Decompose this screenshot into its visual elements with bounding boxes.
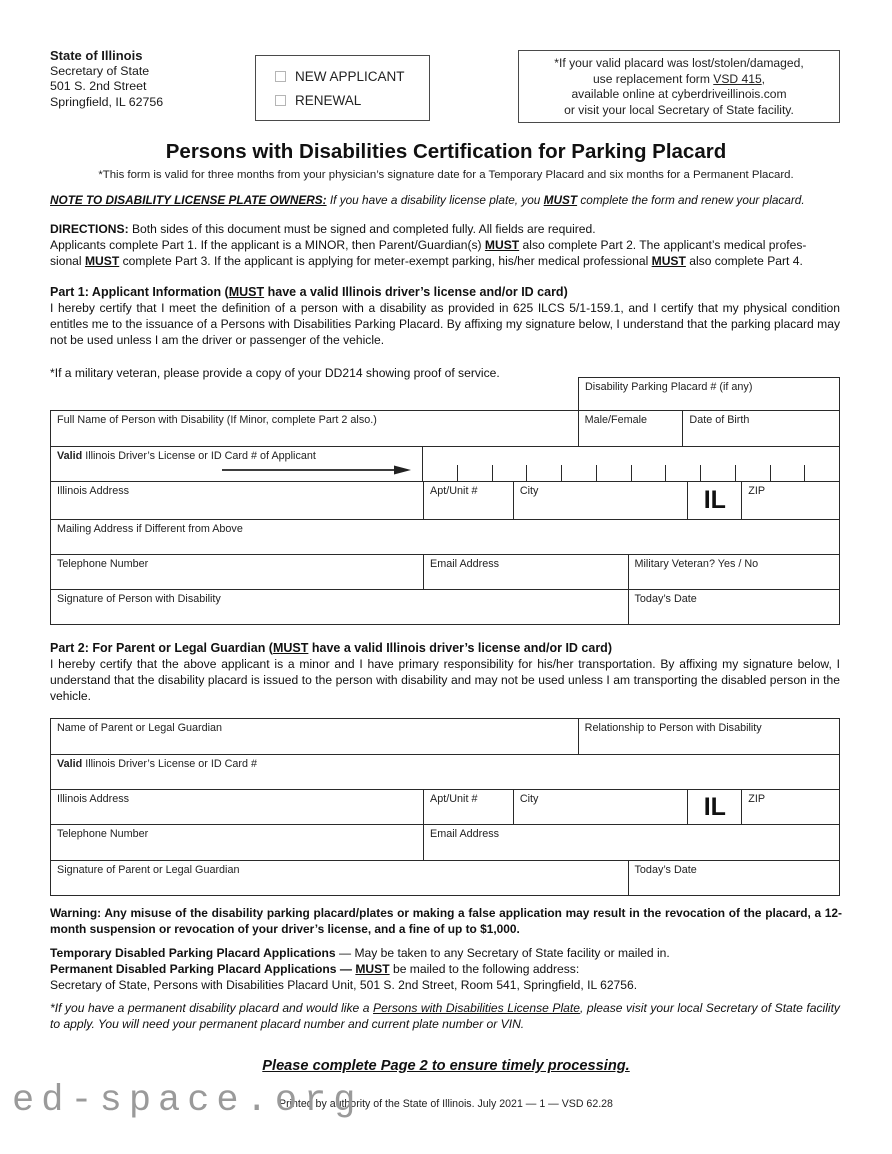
form-subtitle: *This form is valid for three months from your physician’s signature date for a Temporary Placard and six months for a Permanent Placard. — [98, 169, 794, 181]
agency-line: Secretary of State — [50, 63, 150, 78]
field-telephone[interactable]: Telephone Number — [57, 828, 149, 840]
part2-certification: I hereby certify that the above applicant is a minor and I have primary responsibility for his/her transportation. By affixing my signature below, I understand that the disability placard is issued to the person with disability and may not be used unless I am transporting the disabled person in the vehicle. — [50, 657, 840, 703]
field-male-female[interactable]: Male/Female — [578, 411, 683, 446]
agency-address-block — [50, 48, 163, 110]
field-placard-number[interactable]: Disability Parking Placard # (if any) — [578, 377, 840, 411]
renewal-label: RENEWAL — [295, 92, 362, 108]
new-applicant-checkbox[interactable] — [275, 71, 286, 82]
temporary-instruction: Temporary Disabled Parking Placard Applications — May be taken to any Secretary of State facility or mailed in. — [50, 946, 670, 960]
field-guardian-name[interactable]: Name of Parent or Legal Guardian — [57, 722, 223, 734]
permanent-instruction: Permanent Disabled Parking Placard Applications — MUST be mailed to the following address: — [50, 961, 580, 976]
form-title: Persons with Disabilities Certification for Parking Placard — [165, 140, 727, 163]
field-city[interactable]: City — [513, 790, 688, 824]
application-type-box — [255, 55, 430, 121]
field-guardian-license[interactable]: Valid Illinois Driver’s License or ID Card # — [57, 758, 258, 770]
watermark: ed-space.org — [12, 1080, 363, 1122]
part1-heading: Part 1: Applicant Information (MUST have a valid Illinois driver’s license and/or ID card) — [50, 285, 568, 299]
field-illinois-address[interactable]: Illinois Address — [57, 485, 130, 497]
agency-line: 501 S. 2nd Street — [50, 79, 147, 94]
part2-table — [50, 718, 840, 896]
field-apt-unit[interactable]: Apt/Unit # — [423, 790, 513, 824]
license-plate-note: *If you have a permanent disability placard and would like a Persons with Disabilities License Plate, please visit your local Secretary of State facility to apply. You will need your permanent placard number and current plate number or VIN. — [50, 1001, 840, 1031]
replacement-line1: *If your valid placard was lost/stolen/damaged, — [554, 56, 804, 70]
field-email[interactable]: Email Address — [423, 825, 839, 860]
field-relationship[interactable]: Relationship to Person with Disability — [578, 719, 839, 754]
agency-name: State of Illinois — [50, 48, 143, 63]
state-abbr-cell: IL — [687, 482, 741, 519]
plate-owners-note: NOTE TO DISABILITY LICENSE PLATE OWNERS: If you have a disability license plate, you MUST complete the form and renew your placard. — [50, 193, 805, 207]
replacement-line4: or visit your local Secretary of State facility. — [564, 103, 794, 118]
agency-line: Springfield, IL 62756 — [50, 94, 164, 109]
directions: DIRECTIONS: Both sides of this document must be signed and completed fully. All fields are required. Applicants complete Part 1. If the applicant is a MINOR, then Parent/Guardian(s) MUST also complete Part 2. The applicant’s medical profes- sional MUST complete Part 3. If the applicant is applying for meter-exempt parking, his/her medical professional MUST also complete Part 4. — [50, 222, 807, 268]
part2-heading: Part 2: For Parent or Legal Guardian (MUST have a valid Illinois driver’s license and/or ID card) — [50, 641, 612, 655]
field-telephone[interactable]: Telephone Number — [57, 558, 149, 570]
field-mailing-address[interactable]: Mailing Address if Different from Above — [57, 523, 243, 535]
license-label-cell: Valid Illinois Driver’s License or ID Card # of Applicant — [51, 447, 422, 481]
footer-authority-line: Printed by authority of the State of Illinois. July 2021 — 1 — VSD 62.28 — [279, 1098, 613, 1110]
warning-text: Warning: Any misuse of the disability parking placard/plates or making a false application may result in the revocation of the placard, a 12-month suspension or revocation of your driver’s license, and a fine of up to $1,000. — [50, 906, 842, 936]
field-signature-applicant[interactable]: Signature of Person with Disability — [57, 593, 221, 605]
license-plate-link: Persons with Disabilities License Plate — [373, 1001, 580, 1015]
license-character-ticks — [423, 465, 839, 481]
new-applicant-label: NEW APPLICANT — [295, 68, 405, 84]
field-city[interactable]: City — [513, 482, 688, 519]
state-abbr-cell: IL — [687, 790, 741, 824]
replacement-line3: available online at cyberdriveillinois.com — [571, 87, 787, 102]
replacement-line2: use replacement form VSD 415, — [592, 71, 766, 86]
field-email[interactable]: Email Address — [423, 555, 627, 589]
field-todays-date[interactable]: Today’s Date — [628, 861, 839, 895]
field-date-of-birth[interactable]: Date of Birth — [682, 411, 839, 446]
part1-certification: I hereby certify that I meet the definition of a person with a disability as provided in 625 ILCS 5/1-159.1, and I certify that my physical condition entitles me to the issuance of a Persons with Disabilities Parking Placard. By affixing my signature below, I understand that the parking placard may not be used unless I am the driver or passenger of the vehicle. — [50, 301, 840, 347]
field-military-veteran[interactable]: Military Veteran? Yes / No — [628, 555, 839, 589]
mailing-address-line: Secretary of State, Persons with Disabilities Placard Unit, 501 S. 2nd Street, Room 541, Springfield, IL 62756. — [50, 977, 638, 992]
renewal-checkbox[interactable] — [275, 95, 286, 106]
field-todays-date[interactable]: Today’s Date — [628, 590, 839, 624]
part1-table — [50, 410, 840, 625]
field-full-name[interactable]: Full Name of Person with Disability (If Minor, complete Part 2 also.) — [57, 414, 377, 426]
arrow-right-icon — [222, 464, 412, 476]
field-illinois-address[interactable]: Illinois Address — [57, 793, 130, 805]
field-zip[interactable]: ZIP — [741, 790, 839, 824]
veteran-note: *If a military veteran, please provide a copy of your DD214 showing proof of service. — [50, 366, 500, 380]
field-license-number[interactable] — [422, 447, 839, 481]
field-signature-guardian[interactable]: Signature of Parent or Legal Guardian — [57, 864, 240, 876]
replacement-notice-box — [518, 50, 840, 123]
application-instructions — [50, 946, 850, 994]
renewal-option[interactable] — [275, 93, 429, 108]
form-code-link: VSD 415 — [713, 71, 762, 86]
new-applicant-option[interactable] — [275, 69, 429, 84]
field-apt-unit[interactable]: Apt/Unit # — [423, 482, 513, 519]
field-zip[interactable]: ZIP — [741, 482, 839, 519]
page2-notice: Please complete Page 2 to ensure timely processing. — [262, 1058, 630, 1074]
